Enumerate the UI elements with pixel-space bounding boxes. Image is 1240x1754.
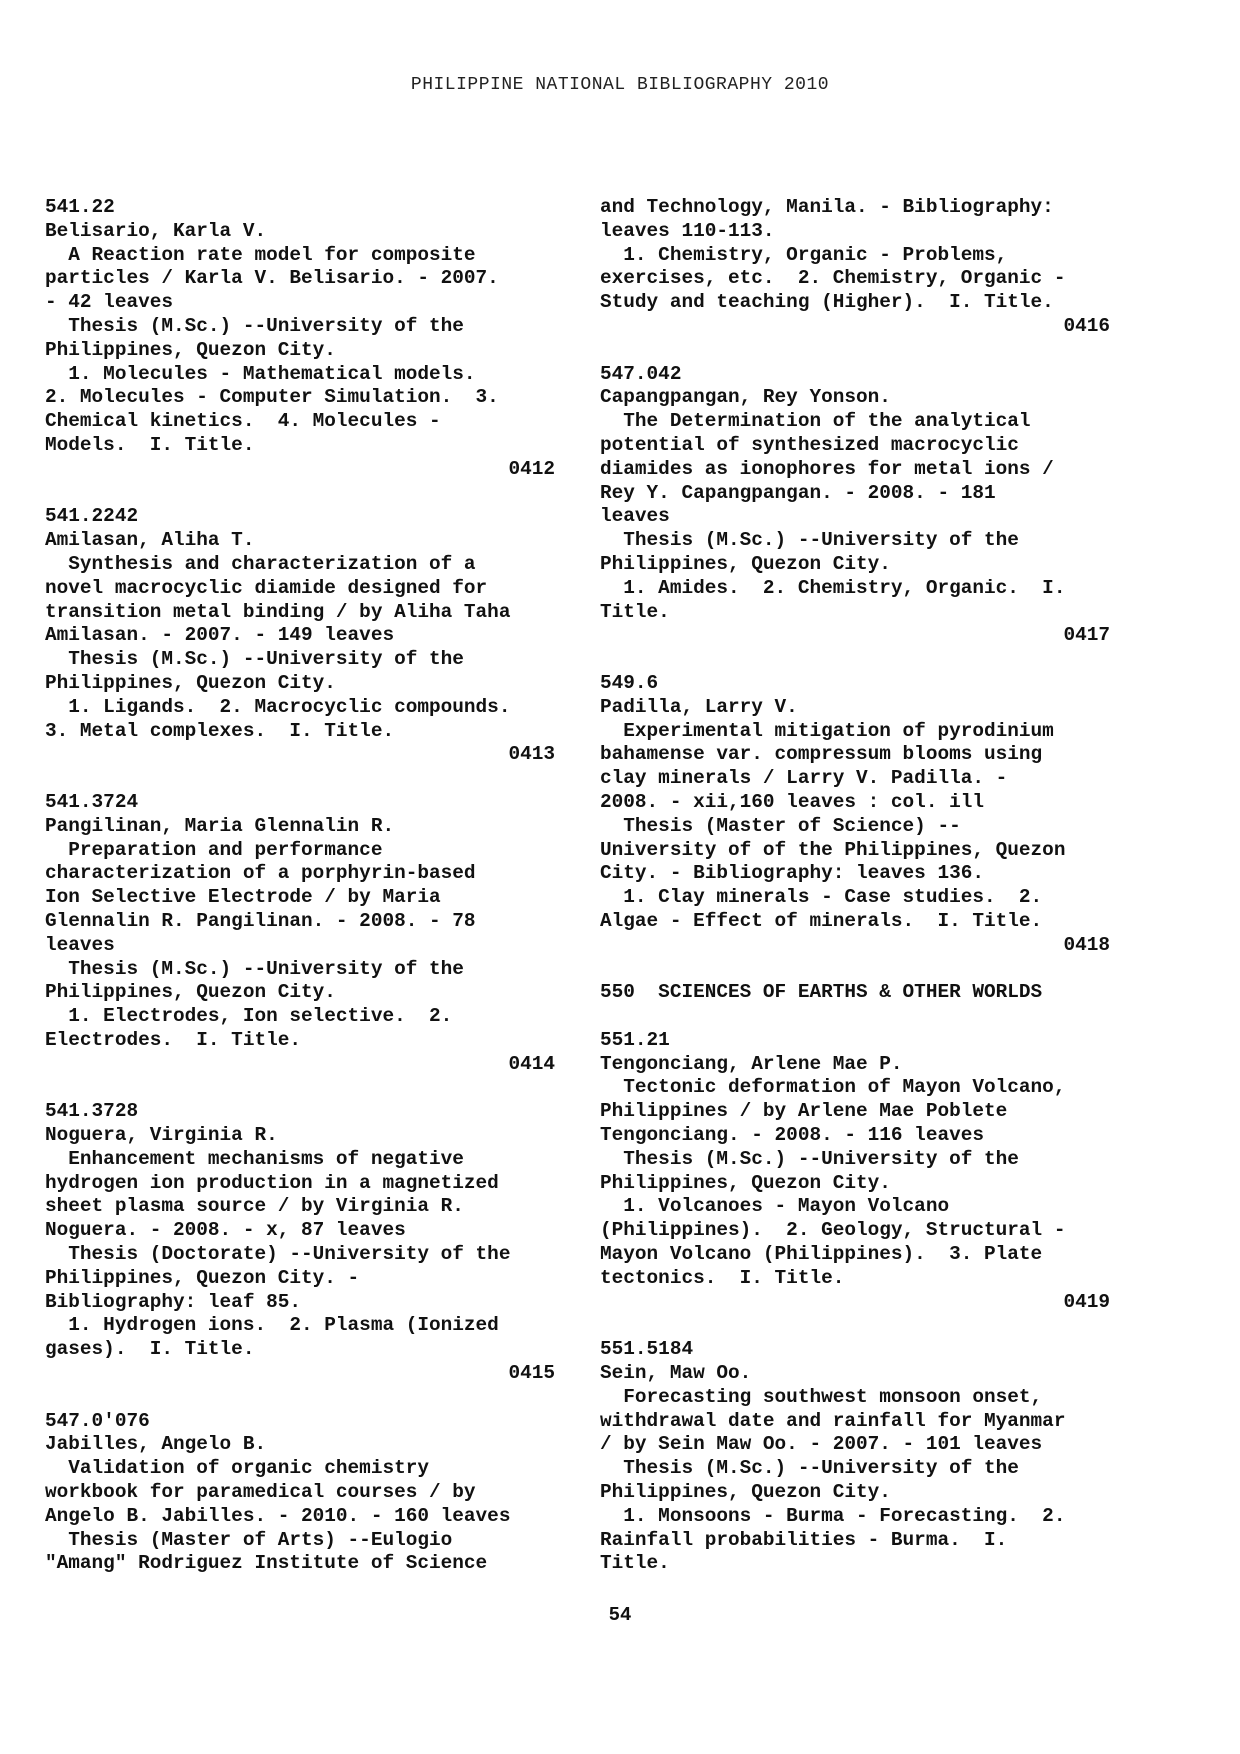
text-line: (Philippines). 2. Geology, Structural - — [600, 1219, 1066, 1242]
text-line: Jabilles, Angelo B. — [45, 1433, 267, 1456]
text-line: 547.042 — [600, 362, 682, 385]
page-number: 54 — [608, 1604, 632, 1626]
text-line — [600, 1314, 1110, 1338]
text-line: - 42 leaves — [45, 291, 173, 314]
text-line: Preparation and performance — [45, 838, 383, 861]
text-line: 1. Amides. 2. Chemistry, Organic. I. — [600, 576, 1066, 599]
text-line: Padilla, Larry V. — [600, 695, 798, 718]
text-line: Amilasan. - 2007. - 149 leaves — [45, 624, 395, 647]
text-line: diamides as ionophores for metal ions / — [600, 457, 1054, 480]
text-line: Thesis (Master of Science) -- — [600, 814, 961, 837]
text-line: Forecasting southwest monsoon onset, — [600, 1385, 1043, 1408]
entry-number: 0413 — [508, 743, 555, 766]
entry-number: 0414 — [508, 1052, 555, 1075]
text-line: leaves 110-113. — [600, 219, 775, 242]
text-line — [600, 958, 1110, 982]
entry-number: 0416 — [1063, 314, 1110, 337]
text-line: Validation of organic chemistry — [45, 1457, 429, 1480]
text-line — [45, 767, 555, 791]
text-line: Philippines, Quezon City. — [45, 338, 336, 361]
text-line: workbook for paramedical courses / by — [45, 1481, 476, 1504]
text-line: Philippines, Quezon City. - — [45, 1266, 360, 1289]
text-line: Pangilinan, Maria Glennalin R. — [45, 814, 395, 837]
text-line: A Reaction rate model for composite — [45, 243, 476, 266]
text-line: 1. Molecules - Mathematical models. — [45, 362, 476, 385]
text-line: sheet plasma source / by Virginia R. — [45, 1195, 464, 1218]
text-line: Ion Selective Electrode / by Maria — [45, 886, 441, 909]
text-line: / by Sein Maw Oo. - 2007. - 101 leaves — [600, 1433, 1043, 1456]
text-line: Angelo B. Jabilles. - 2010. - 160 leaves — [45, 1504, 511, 1527]
text-line: 541.22 — [45, 196, 115, 218]
text-line: Thesis (M.Sc.) --University of the — [45, 957, 464, 980]
entry-number: 0417 — [1063, 624, 1110, 647]
text-line: exercises, etc. 2. Chemistry, Organic - — [600, 267, 1066, 290]
text-line: Thesis (Master of Arts) --Eulogio — [45, 1528, 453, 1551]
text-line: Models. I. Title. — [45, 433, 255, 456]
text-line: Thesis (M.Sc.) --University of the — [600, 1457, 1019, 1480]
text-line: Thesis (M.Sc.) --University of the — [45, 648, 464, 671]
text-line: Chemical kinetics. 4. Molecules - — [45, 410, 441, 433]
text-line: Glennalin R. Pangilinan. - 2008. - 78 — [45, 909, 476, 932]
text-line: Noguera. - 2008. - x, 87 leaves — [45, 1219, 406, 1242]
text-line — [600, 339, 1110, 363]
text-line: bahamense var. compressum blooms using — [600, 743, 1043, 766]
text-line: characterization of a porphyrin-based — [45, 862, 476, 885]
text-line: leaves — [600, 505, 670, 528]
text-line: 3. Metal complexes. I. Title. — [45, 719, 395, 742]
text-line: City. - Bibliography: leaves 136. — [600, 862, 984, 885]
text-line: 551.21 — [600, 1028, 670, 1051]
text-line: 1. Monsoons - Burma - Forecasting. 2. — [600, 1504, 1066, 1527]
text-line: Thesis (M.Sc.) --University of the — [600, 529, 1019, 552]
text-line: 2. Molecules - Computer Simulation. 3. — [45, 386, 499, 409]
text-line: potential of synthesized macrocyclic — [600, 433, 1019, 456]
text-line: Synthesis and characterization of a — [45, 552, 476, 575]
text-line: Tengonciang. - 2008. - 116 leaves — [600, 1124, 984, 1147]
text-line: Philippines / by Arlene Mae Poblete — [600, 1100, 1008, 1123]
text-line: Rainfall probabilities - Burma. I. — [600, 1528, 1008, 1551]
right-column — [600, 196, 1110, 1576]
text-line: hydrogen ion production in a magnetized — [45, 1171, 499, 1194]
entry-number: 0412 — [508, 457, 555, 480]
text-line: The Determination of the analytical — [600, 410, 1031, 433]
text-line: 547.0'076 — [45, 1409, 150, 1432]
text-line: Enhancement mechanisms of negative — [45, 1147, 464, 1170]
text-line: Rey Y. Capangpangan. - 2008. - 181 — [600, 481, 996, 504]
text-line: 541.2242 — [45, 505, 139, 528]
text-line: 550 SCIENCES OF EARTHS & OTHER WORLDS — [600, 981, 1043, 1004]
left-column — [45, 196, 555, 1576]
text-line: Philippines, Quezon City. — [45, 981, 336, 1004]
text-line: Capangpangan, Rey Yonson. — [600, 386, 891, 409]
text-line: Mayon Volcano (Philippines). 3. Plate — [600, 1243, 1043, 1266]
text-line: 551.5184 — [600, 1338, 694, 1361]
text-line: Title. — [600, 1552, 670, 1575]
text-line: 2008. - xii,160 leaves : col. ill — [600, 790, 984, 813]
text-line: Philippines, Quezon City. — [600, 1171, 891, 1194]
text-line: 549.6 — [600, 671, 659, 694]
entry-number: 0415 — [508, 1362, 555, 1385]
text-line: 1. Clay minerals - Case studies. 2. — [600, 886, 1043, 909]
text-line: and Technology, Manila. - Bibliography: — [600, 196, 1054, 218]
text-line: Algae - Effect of minerals. I. Title. — [600, 909, 1043, 932]
text-line: leaves — [45, 933, 115, 956]
text-line: 541.3724 — [45, 790, 139, 813]
text-line: "Amang" Rodriguez Institute of Science — [45, 1552, 488, 1575]
text-line: 541.3728 — [45, 1100, 139, 1123]
text-line: gases). I. Title. — [45, 1338, 255, 1361]
text-line: Amilasan, Aliha T. — [45, 529, 255, 552]
running-head: PHILIPPINE NATIONAL BIBLIOGRAPHY 2010 — [410, 75, 830, 95]
text-line: 1. Volcanoes - Mayon Volcano — [600, 1195, 950, 1218]
text-line: Belisario, Karla V. — [45, 219, 267, 242]
text-line: Philippines, Quezon City. — [600, 552, 891, 575]
text-line — [600, 1005, 1110, 1029]
text-line: 1. Electrodes, Ion selective. 2. — [45, 1005, 453, 1028]
text-line — [45, 1386, 555, 1410]
text-line: 1. Hydrogen ions. 2. Plasma (Ionized — [45, 1314, 499, 1337]
text-line: 1. Ligands. 2. Macrocyclic compounds. — [45, 695, 511, 718]
text-line: Thesis (Doctorate) --University of the — [45, 1243, 511, 1266]
text-line — [45, 1076, 555, 1100]
text-line: Thesis (M.Sc.) --University of the — [45, 314, 464, 337]
text-line: Tengonciang, Arlene Mae P. — [600, 1052, 903, 1075]
text-line: tectonics. I. Title. — [600, 1266, 845, 1289]
text-line: Study and teaching (Higher). I. Title. — [600, 291, 1054, 314]
text-line: particles / Karla V. Belisario. - 2007. — [45, 267, 499, 290]
text-line — [600, 648, 1110, 672]
text-line: withdrawal date and rainfall for Myanmar — [600, 1409, 1066, 1432]
text-line: clay minerals / Larry V. Padilla. - — [600, 767, 1008, 790]
text-line: Tectonic deformation of Mayon Volcano, — [600, 1076, 1066, 1099]
text-line: Philippines, Quezon City. — [45, 671, 336, 694]
text-line — [45, 482, 555, 506]
text-line: Experimental mitigation of pyrodinium — [600, 719, 1054, 742]
text-line: transition metal binding / by Aliha Taha — [45, 600, 511, 623]
entry-number: 0418 — [1063, 933, 1110, 956]
text-line: Title. — [600, 600, 670, 623]
text-line: Noguera, Virginia R. — [45, 1124, 278, 1147]
text-line: Philippines, Quezon City. — [600, 1481, 891, 1504]
text-line: Sein, Maw Oo. — [600, 1362, 752, 1385]
entry-number: 0419 — [1063, 1290, 1110, 1313]
text-line: Bibliography: leaf 85. — [45, 1290, 301, 1313]
text-line: 1. Chemistry, Organic - Problems, — [600, 243, 1008, 266]
text-line: Thesis (M.Sc.) --University of the — [600, 1147, 1019, 1170]
text-line: novel macrocyclic diamide designed for — [45, 576, 488, 599]
text-line: Electrodes. I. Title. — [45, 1028, 301, 1051]
text-line: University of of the Philippines, Quezon — [600, 838, 1066, 861]
